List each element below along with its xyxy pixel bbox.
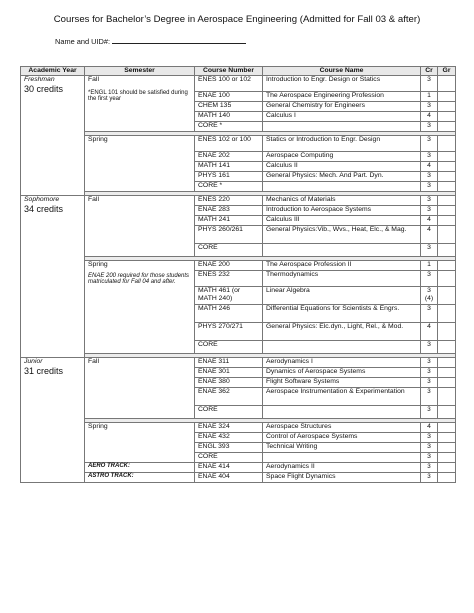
grade-cell[interactable]	[438, 368, 456, 378]
credit-cell: 3	[421, 463, 438, 473]
course-name: Linear Algebra	[263, 287, 421, 305]
course-name: Aerospace Computing	[263, 152, 421, 162]
credit-cell: 3	[421, 122, 438, 132]
course-name: Calculus II	[263, 162, 421, 172]
semester-cell	[85, 76, 195, 132]
course-name: Statics or Introduction to Engr. Design	[263, 136, 421, 152]
header-course-number: Course Number	[195, 67, 263, 76]
course-name	[263, 341, 421, 354]
grade-cell[interactable]	[438, 206, 456, 216]
grade-cell[interactable]	[438, 287, 456, 305]
grade-cell[interactable]	[438, 463, 456, 473]
course-number: ENAE 202	[195, 152, 263, 162]
course-number: CORE	[195, 406, 263, 419]
semester-cell	[85, 196, 195, 257]
credit-cell: 4	[421, 226, 438, 244]
semester-cell	[85, 358, 195, 419]
course-number: CORE *	[195, 182, 263, 192]
semester-note: *ENGL 101 should be satisfied during the first year	[88, 89, 188, 103]
year-credits: 34 credits	[24, 203, 64, 214]
credit-cell: 3	[421, 206, 438, 216]
grade-cell[interactable]	[438, 341, 456, 354]
course-number: ENAE 432	[195, 433, 263, 443]
table-row	[21, 76, 456, 92]
grade-cell[interactable]	[438, 378, 456, 388]
credit-cell: 3 (4)	[421, 287, 438, 305]
course-name: Dynamics of Aerospace Systems	[263, 368, 421, 378]
grade-cell[interactable]	[438, 136, 456, 152]
grade-cell[interactable]	[438, 122, 456, 132]
course-number: ENAE 283	[195, 206, 263, 216]
table-row	[21, 463, 456, 473]
grade-cell[interactable]	[438, 473, 456, 483]
grade-cell[interactable]	[438, 152, 456, 162]
grade-cell[interactable]	[438, 76, 456, 92]
grade-cell[interactable]	[438, 196, 456, 206]
grade-cell[interactable]	[438, 92, 456, 102]
semester-label: Fall	[88, 196, 99, 203]
course-name: The Aerospace Profession II	[263, 261, 421, 271]
course-number: ENGL 393	[195, 443, 263, 453]
course-number: ENAE 324	[195, 423, 263, 433]
credit-cell: 1	[421, 92, 438, 102]
table-row	[21, 196, 456, 206]
course-name: Aerodynamics II	[263, 463, 421, 473]
course-name: Control of Aerospace Systems	[263, 433, 421, 443]
course-number: MATH 241	[195, 216, 263, 226]
course-number: ENAE 380	[195, 378, 263, 388]
credit-cell: 3	[421, 172, 438, 182]
course-number: ENAE 100	[195, 92, 263, 102]
semester-label: Spring	[88, 261, 108, 268]
course-number: ENES 102 or 100	[195, 136, 263, 152]
course-number: ENAE 362	[195, 388, 263, 406]
course-name: General Physics:Vib., Wvs., Heat, Elc., & Mag.	[263, 226, 421, 244]
uid-blank-line[interactable]	[112, 36, 246, 44]
grade-cell[interactable]	[438, 323, 456, 341]
semester-label: Fall	[88, 358, 99, 365]
year-label: Freshman	[24, 76, 55, 83]
course-name: Calculus I	[263, 112, 421, 122]
credit-cell: 4	[421, 112, 438, 122]
course-name	[263, 182, 421, 192]
credit-cell: 3	[421, 305, 438, 323]
grade-cell[interactable]	[438, 433, 456, 443]
grade-cell[interactable]	[438, 261, 456, 271]
credit-cell: 1	[421, 261, 438, 271]
credit-cell: 4	[421, 423, 438, 433]
table-row	[21, 136, 456, 152]
credit-cell: 3	[421, 271, 438, 287]
table-row	[21, 358, 456, 368]
credit-cell: 3	[421, 102, 438, 112]
credit-cell: 3	[421, 341, 438, 354]
aero-track-label: AERO TRACK:	[85, 463, 195, 473]
course-number: MATH 141	[195, 162, 263, 172]
year-credits: 30 credits	[24, 83, 64, 94]
grade-cell[interactable]	[438, 453, 456, 463]
grade-cell[interactable]	[438, 358, 456, 368]
credit-cell: 4	[421, 216, 438, 226]
course-name	[263, 122, 421, 132]
header-grade: Gr	[438, 67, 456, 76]
credit-cell: 3	[421, 406, 438, 419]
credit-cell: 3	[421, 368, 438, 378]
course-name: Introduction to Engr. Design or Statics	[263, 76, 421, 92]
header-course-name: Course Name	[263, 67, 421, 76]
credit-cell: 3	[421, 76, 438, 92]
table-row	[21, 261, 456, 271]
year-credits: 31 credits	[24, 365, 64, 376]
semester-label: Fall	[88, 76, 99, 83]
grade-cell[interactable]	[438, 271, 456, 287]
year-label: Sophomore	[24, 196, 60, 203]
course-number: ENES 220	[195, 196, 263, 206]
grade-cell[interactable]	[438, 244, 456, 257]
course-number: MATH 246	[195, 305, 263, 323]
grade-cell[interactable]	[438, 406, 456, 419]
table-row	[21, 473, 456, 483]
grade-cell[interactable]	[438, 102, 456, 112]
credit-cell: 3	[421, 152, 438, 162]
credit-cell: 3	[421, 388, 438, 406]
credit-cell: 3	[421, 244, 438, 257]
course-name: Space Flight Dynamics	[263, 473, 421, 483]
course-name	[263, 453, 421, 463]
course-name: General Chemistry for Engineers	[263, 102, 421, 112]
course-number: ENAE 200	[195, 261, 263, 271]
credit-cell: 3	[421, 443, 438, 453]
grade-cell[interactable]	[438, 443, 456, 453]
course-number: ENAE 311	[195, 358, 263, 368]
credit-cell: 3	[421, 433, 438, 443]
credit-cell: 3	[421, 182, 438, 192]
credit-cell: 3	[421, 196, 438, 206]
course-name: Technical Writing	[263, 443, 421, 453]
course-number: CORE	[195, 453, 263, 463]
credit-cell: 3	[421, 378, 438, 388]
course-number: ENAE 414	[195, 463, 263, 473]
grade-cell[interactable]	[438, 112, 456, 122]
course-name: Mechanics of Materials	[263, 196, 421, 206]
header-academic-year: Academic Year	[21, 67, 85, 76]
course-number: CORE	[195, 341, 263, 354]
course-number: PHYS 161	[195, 172, 263, 182]
header-row	[21, 67, 456, 76]
course-name	[263, 244, 421, 257]
course-table	[20, 66, 456, 483]
credit-cell: 3	[421, 473, 438, 483]
course-number: PHYS 260/261	[195, 226, 263, 244]
course-name: General Physics: Mech. And Part. Dyn.	[263, 172, 421, 182]
semester-cell	[85, 261, 195, 354]
grade-cell[interactable]	[438, 388, 456, 406]
credit-cell: 4	[421, 323, 438, 341]
semester-label: Spring	[88, 423, 108, 430]
year-cell-freshman	[21, 76, 85, 196]
course-name: Flight Software Systems	[263, 378, 421, 388]
course-name: Aerodynamics I	[263, 358, 421, 368]
header-semester: Semester	[85, 67, 195, 76]
course-name: Thermodynamics	[263, 271, 421, 287]
course-number: PHYS 270/271	[195, 323, 263, 341]
year-cell-junior	[21, 358, 85, 483]
course-name: General Physics: Elc.dyn., Light, Rel., & Mod.	[263, 323, 421, 341]
grade-cell[interactable]	[438, 172, 456, 182]
course-name: Calculus III	[263, 216, 421, 226]
year-cell-sophomore	[21, 196, 85, 358]
grade-cell[interactable]	[438, 216, 456, 226]
astro-track-label: ASTRO TRACK:	[85, 473, 195, 483]
semester-label: Spring	[88, 136, 108, 143]
course-name: Aerospace Instrumentation & Experimentation	[263, 388, 421, 406]
course-number: ENAE 404	[195, 473, 263, 483]
course-number: MATH 461 (or MATH 240)	[195, 287, 263, 305]
grade-cell[interactable]	[438, 182, 456, 192]
credit-cell: 3	[421, 358, 438, 368]
course-number: ENES 100 or 102	[195, 76, 263, 92]
course-name: The Aerospace Engineering Profession	[263, 92, 421, 102]
grade-cell[interactable]	[438, 226, 456, 244]
semester-cell	[85, 136, 195, 192]
semester-cell	[85, 423, 195, 463]
course-name	[263, 406, 421, 419]
grade-cell[interactable]	[438, 305, 456, 323]
course-number: CORE *	[195, 122, 263, 132]
course-name: Aerospace Structures	[263, 423, 421, 433]
year-label: Junior	[24, 358, 43, 365]
grade-cell[interactable]	[438, 423, 456, 433]
grade-cell[interactable]	[438, 162, 456, 172]
credit-cell: 4	[421, 162, 438, 172]
semester-note: ENAE 200 required for those students matriculated for Fall 04 and after.	[88, 272, 190, 286]
uid-label: Name and UID#:	[55, 37, 111, 46]
header-credits: Cr	[421, 67, 438, 76]
page-title: Courses for Bachelor’s Degree in Aerospace Engineering (Admitted for Fall 03 & after)	[53, 14, 421, 25]
course-number: CHEM 135	[195, 102, 263, 112]
course-name: Differential Equations for Scientists & Engrs.	[263, 305, 421, 323]
credit-cell: 3	[421, 453, 438, 463]
course-number: MATH 140	[195, 112, 263, 122]
name-uid-field[interactable]	[55, 36, 246, 46]
course-name: Introduction to Aerospace Systems	[263, 206, 421, 216]
course-number: CORE	[195, 244, 263, 257]
course-number: ENAE 301	[195, 368, 263, 378]
table-row	[21, 423, 456, 433]
course-number: ENES 232	[195, 271, 263, 287]
credit-cell: 3	[421, 136, 438, 152]
